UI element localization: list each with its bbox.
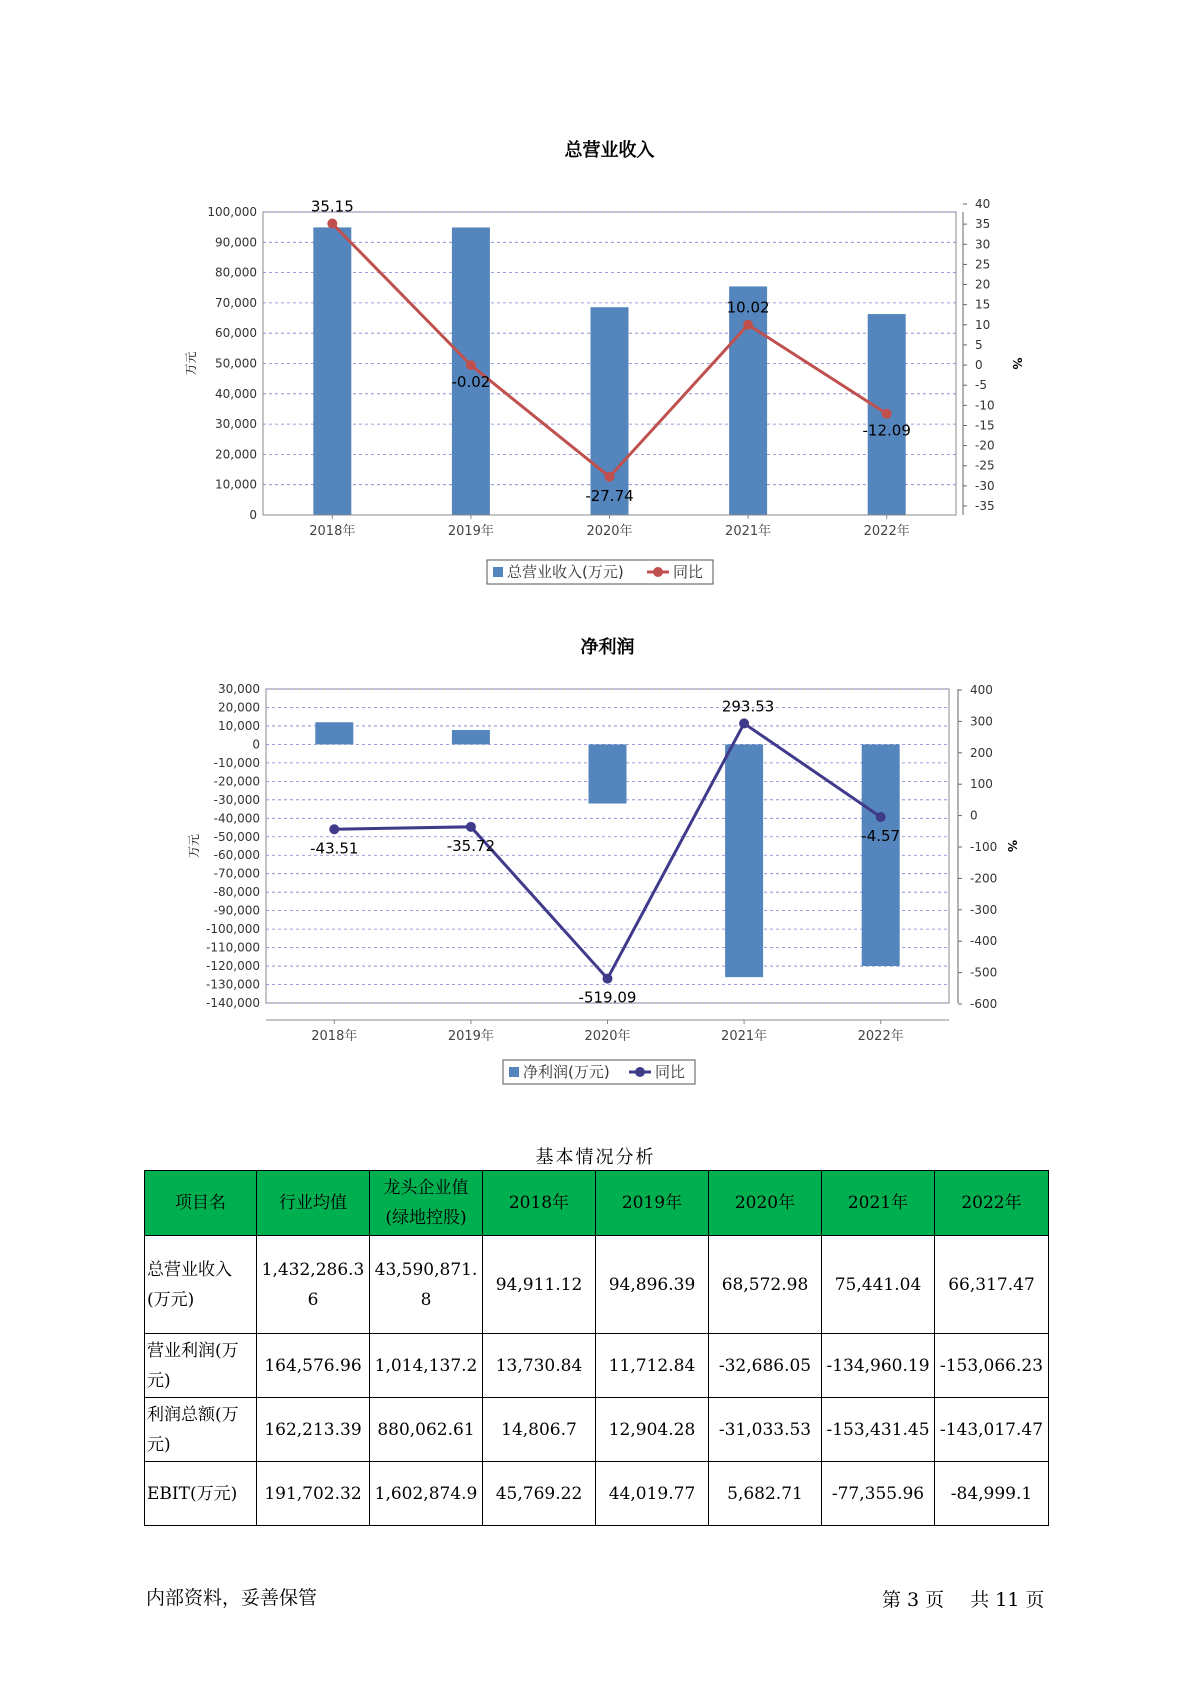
data-label: -519.09 (578, 988, 637, 1007)
y2-tick-label: 20 (975, 277, 991, 292)
y-axis-label: 万元 (187, 833, 201, 859)
chart-title: 总营业收入 (564, 140, 655, 161)
table-cell: -77,355.96 (822, 1462, 935, 1526)
y-tick-label: -30,000 (213, 792, 260, 807)
data-label: -12.09 (862, 421, 911, 440)
bar (725, 744, 763, 977)
y2-tick-label: -30 (975, 478, 995, 493)
y2-tick-label: -10 (975, 398, 995, 413)
table-cell: -31,033.53 (709, 1398, 822, 1462)
line-point (603, 974, 613, 984)
page-prefix: 第 (882, 1589, 902, 1611)
total-prefix: 共 (970, 1589, 990, 1611)
table-cell: 5,682.71 (709, 1462, 822, 1526)
y-tick-label: 100,000 (207, 205, 257, 219)
y-tick-label: -120,000 (206, 959, 260, 974)
page-total: 11 (995, 1589, 1020, 1611)
page-unit: 页 (925, 1589, 945, 1611)
y2-tick-label: -400 (970, 934, 998, 949)
y-tick-label: -130,000 (206, 977, 260, 992)
y2-tick-label: -300 (970, 902, 998, 917)
data-label: -35.72 (446, 836, 496, 855)
data-label: -27.74 (585, 486, 634, 505)
y2-tick-label: -100 (970, 840, 998, 854)
y-tick-label: 50,000 (215, 356, 257, 371)
y-tick-label: 20,000 (218, 700, 260, 715)
table-header-cell: 龙头企业值(绿地控股) (370, 1171, 483, 1236)
table-header-cell: 2020年 (709, 1171, 822, 1236)
bar (313, 227, 351, 515)
y-tick-label: 10,000 (218, 718, 260, 733)
y2-tick-label: 25 (975, 257, 991, 272)
y2-axis-label: % (1005, 839, 1019, 853)
y-tick-label: -100,000 (206, 922, 260, 937)
table-cell: -134,960.19 (822, 1334, 935, 1398)
table-cell: 94,896.39 (596, 1236, 709, 1334)
basic-analysis-table (144, 1170, 1049, 1526)
line-point (466, 822, 476, 832)
table-cell: 44,019.77 (596, 1462, 709, 1526)
y-tick-label: 60,000 (215, 326, 257, 341)
table-row (145, 1236, 1049, 1334)
line-point (876, 812, 886, 822)
table-cell: 880,062.61 (370, 1398, 483, 1462)
y2-tick-label: 400 (970, 683, 993, 697)
y-tick-label: 90,000 (215, 235, 257, 250)
table-header-cell: 行业均值 (257, 1171, 370, 1236)
legend-label-bar: 净利润(万元) (523, 1063, 610, 1081)
legend-swatch-bar (493, 567, 503, 577)
table-cell: 12,904.28 (596, 1398, 709, 1462)
table-header-cell: 2019年 (596, 1171, 709, 1236)
line-point (466, 360, 476, 370)
bar (452, 227, 490, 515)
table-cell: 164,576.96 (257, 1334, 370, 1398)
data-label: -43.51 (310, 839, 359, 858)
row-label-cell: 利润总额(万元) (145, 1398, 257, 1462)
bar (315, 722, 353, 744)
data-label: -4.57 (861, 827, 901, 846)
y-axis-label: 万元 (184, 351, 198, 376)
y2-tick-label: 40 (975, 197, 991, 211)
table-cell: 1,014,137.2 (370, 1334, 483, 1398)
plot-area (266, 689, 949, 1003)
data-label: 35.15 (310, 197, 354, 216)
y-tick-label: -110,000 (206, 940, 260, 955)
net-profit-chart (0, 630, 1191, 1090)
row-label-cell: EBIT(万元) (145, 1462, 257, 1526)
table-cell: 162,213.39 (257, 1398, 370, 1462)
y-tick-label: -10,000 (213, 755, 260, 770)
y2-tick-label: 0 (975, 358, 983, 373)
table-header-row (145, 1171, 1049, 1236)
y2-tick-label: 15 (975, 297, 991, 312)
bar (862, 744, 900, 966)
data-label: 10.02 (726, 298, 770, 317)
y2-axis-label: % (1010, 357, 1024, 370)
y2-tick-label: -600 (970, 997, 998, 1011)
line-point (743, 320, 753, 330)
table-caption: 基本情况分析 (535, 1147, 656, 1168)
chart-title: 净利润 (580, 637, 635, 658)
y2-tick-label: 10 (975, 317, 991, 332)
table-header-cell: 2021年 (822, 1171, 935, 1236)
table-row (145, 1334, 1049, 1398)
page-indicator (882, 1585, 1050, 1612)
table-cell: -143,017.47 (935, 1398, 1049, 1462)
y-tick-label: -140,000 (206, 996, 260, 1010)
data-label: -0.02 (451, 373, 491, 392)
y2-tick-label: 100 (970, 777, 993, 792)
y-tick-label: -50,000 (213, 829, 260, 844)
y-tick-label: -60,000 (213, 848, 260, 863)
table-cell: 1,602,874.9 (370, 1462, 483, 1526)
x-tick-label: 2018年 (309, 524, 356, 539)
y2-tick-label: -20 (975, 438, 995, 453)
y2-tick-label: 200 (970, 745, 993, 760)
x-tick-label: 2021年 (725, 524, 772, 539)
table-cell: 11,712.84 (596, 1334, 709, 1398)
legend-label-line: 同比 (673, 563, 704, 581)
y2-tick-label: 300 (970, 714, 993, 729)
table-header-cell: 2018年 (483, 1171, 596, 1236)
table-cell: 75,441.04 (822, 1236, 935, 1334)
table-row (145, 1462, 1049, 1526)
y-tick-label: 10,000 (215, 477, 257, 492)
line-point (739, 718, 749, 728)
bar (452, 730, 490, 744)
legend-swatch-point (653, 567, 663, 577)
y2-tick-label: 30 (975, 237, 991, 252)
table-header-cell: 2022年 (935, 1171, 1049, 1236)
x-tick-label: 2020年 (586, 524, 633, 539)
legend-swatch-point (635, 1067, 645, 1077)
x-tick-label: 2021年 (721, 1029, 768, 1044)
y2-tick-label: -35 (975, 499, 995, 513)
y-tick-label: 30,000 (215, 417, 257, 432)
line-point (882, 409, 892, 419)
legend-swatch-bar (509, 1067, 519, 1077)
table-header-cell: 项目名 (145, 1171, 257, 1236)
table-cell: -84,999.1 (935, 1462, 1049, 1526)
table-cell: 68,572.98 (709, 1236, 822, 1334)
line-point (605, 472, 615, 482)
line-point (327, 219, 337, 229)
table-cell: 66,317.47 (935, 1236, 1049, 1334)
y-tick-label: -70,000 (213, 866, 260, 881)
y-tick-label: 40,000 (215, 386, 257, 401)
x-tick-label: 2022年 (863, 524, 910, 539)
table-cell: 191,702.32 (257, 1462, 370, 1526)
table-cell: 1,432,286.36 (257, 1236, 370, 1334)
x-tick-label: 2019年 (447, 1029, 494, 1044)
y-tick-label: 70,000 (215, 295, 257, 310)
y2-tick-label: -5 (975, 378, 987, 393)
y2-tick-label: -200 (970, 871, 998, 886)
table-cell: 45,769.22 (483, 1462, 596, 1526)
legend-label-line: 同比 (655, 1063, 686, 1081)
y-tick-label: 0 (249, 508, 257, 522)
table-cell: -32,686.05 (709, 1334, 822, 1398)
y-tick-label: 20,000 (215, 447, 257, 462)
table-cell: -153,066.23 (935, 1334, 1049, 1398)
table-cell: -153,431.45 (822, 1398, 935, 1462)
x-tick-label: 2019年 (447, 524, 494, 539)
table-row (145, 1398, 1049, 1462)
y2-tick-label: -500 (970, 965, 998, 980)
row-label-cell: 总营业收入(万元) (145, 1236, 257, 1334)
legend-label-bar: 总营业收入(万元) (507, 563, 624, 581)
x-tick-label: 2020年 (584, 1029, 631, 1044)
footer-note: 内部资料，妥善保管 (146, 1587, 318, 1609)
y-tick-label: -40,000 (213, 811, 260, 826)
y2-tick-label: 0 (970, 808, 978, 823)
y2-tick-label: -15 (975, 418, 995, 433)
y-tick-label: 0 (252, 737, 260, 752)
y-tick-label: -80,000 (213, 885, 260, 900)
table-cell: 14,806.7 (483, 1398, 596, 1462)
line-point (329, 824, 339, 834)
x-tick-label: 2018年 (311, 1029, 358, 1044)
total-unit: 页 (1025, 1589, 1045, 1611)
row-label-cell: 营业利润(万元) (145, 1334, 257, 1398)
table-cell: 13,730.84 (483, 1334, 596, 1398)
table-cell: 94,911.12 (483, 1236, 596, 1334)
y-tick-label: -20,000 (213, 774, 260, 789)
y2-tick-label: -25 (975, 458, 995, 473)
y-tick-label: 80,000 (215, 265, 257, 280)
y2-tick-label: 5 (975, 337, 983, 352)
bar (589, 744, 627, 803)
table-cell: 43,590,871.8 (370, 1236, 483, 1334)
y-tick-label: 30,000 (218, 682, 260, 696)
bar (591, 307, 629, 515)
page-current: 3 (907, 1589, 920, 1611)
revenue-chart (0, 130, 1191, 600)
y-tick-label: -90,000 (213, 903, 260, 918)
data-label: 293.53 (721, 697, 775, 716)
x-tick-label: 2022年 (857, 1029, 904, 1044)
y2-tick-label: 35 (975, 217, 991, 232)
